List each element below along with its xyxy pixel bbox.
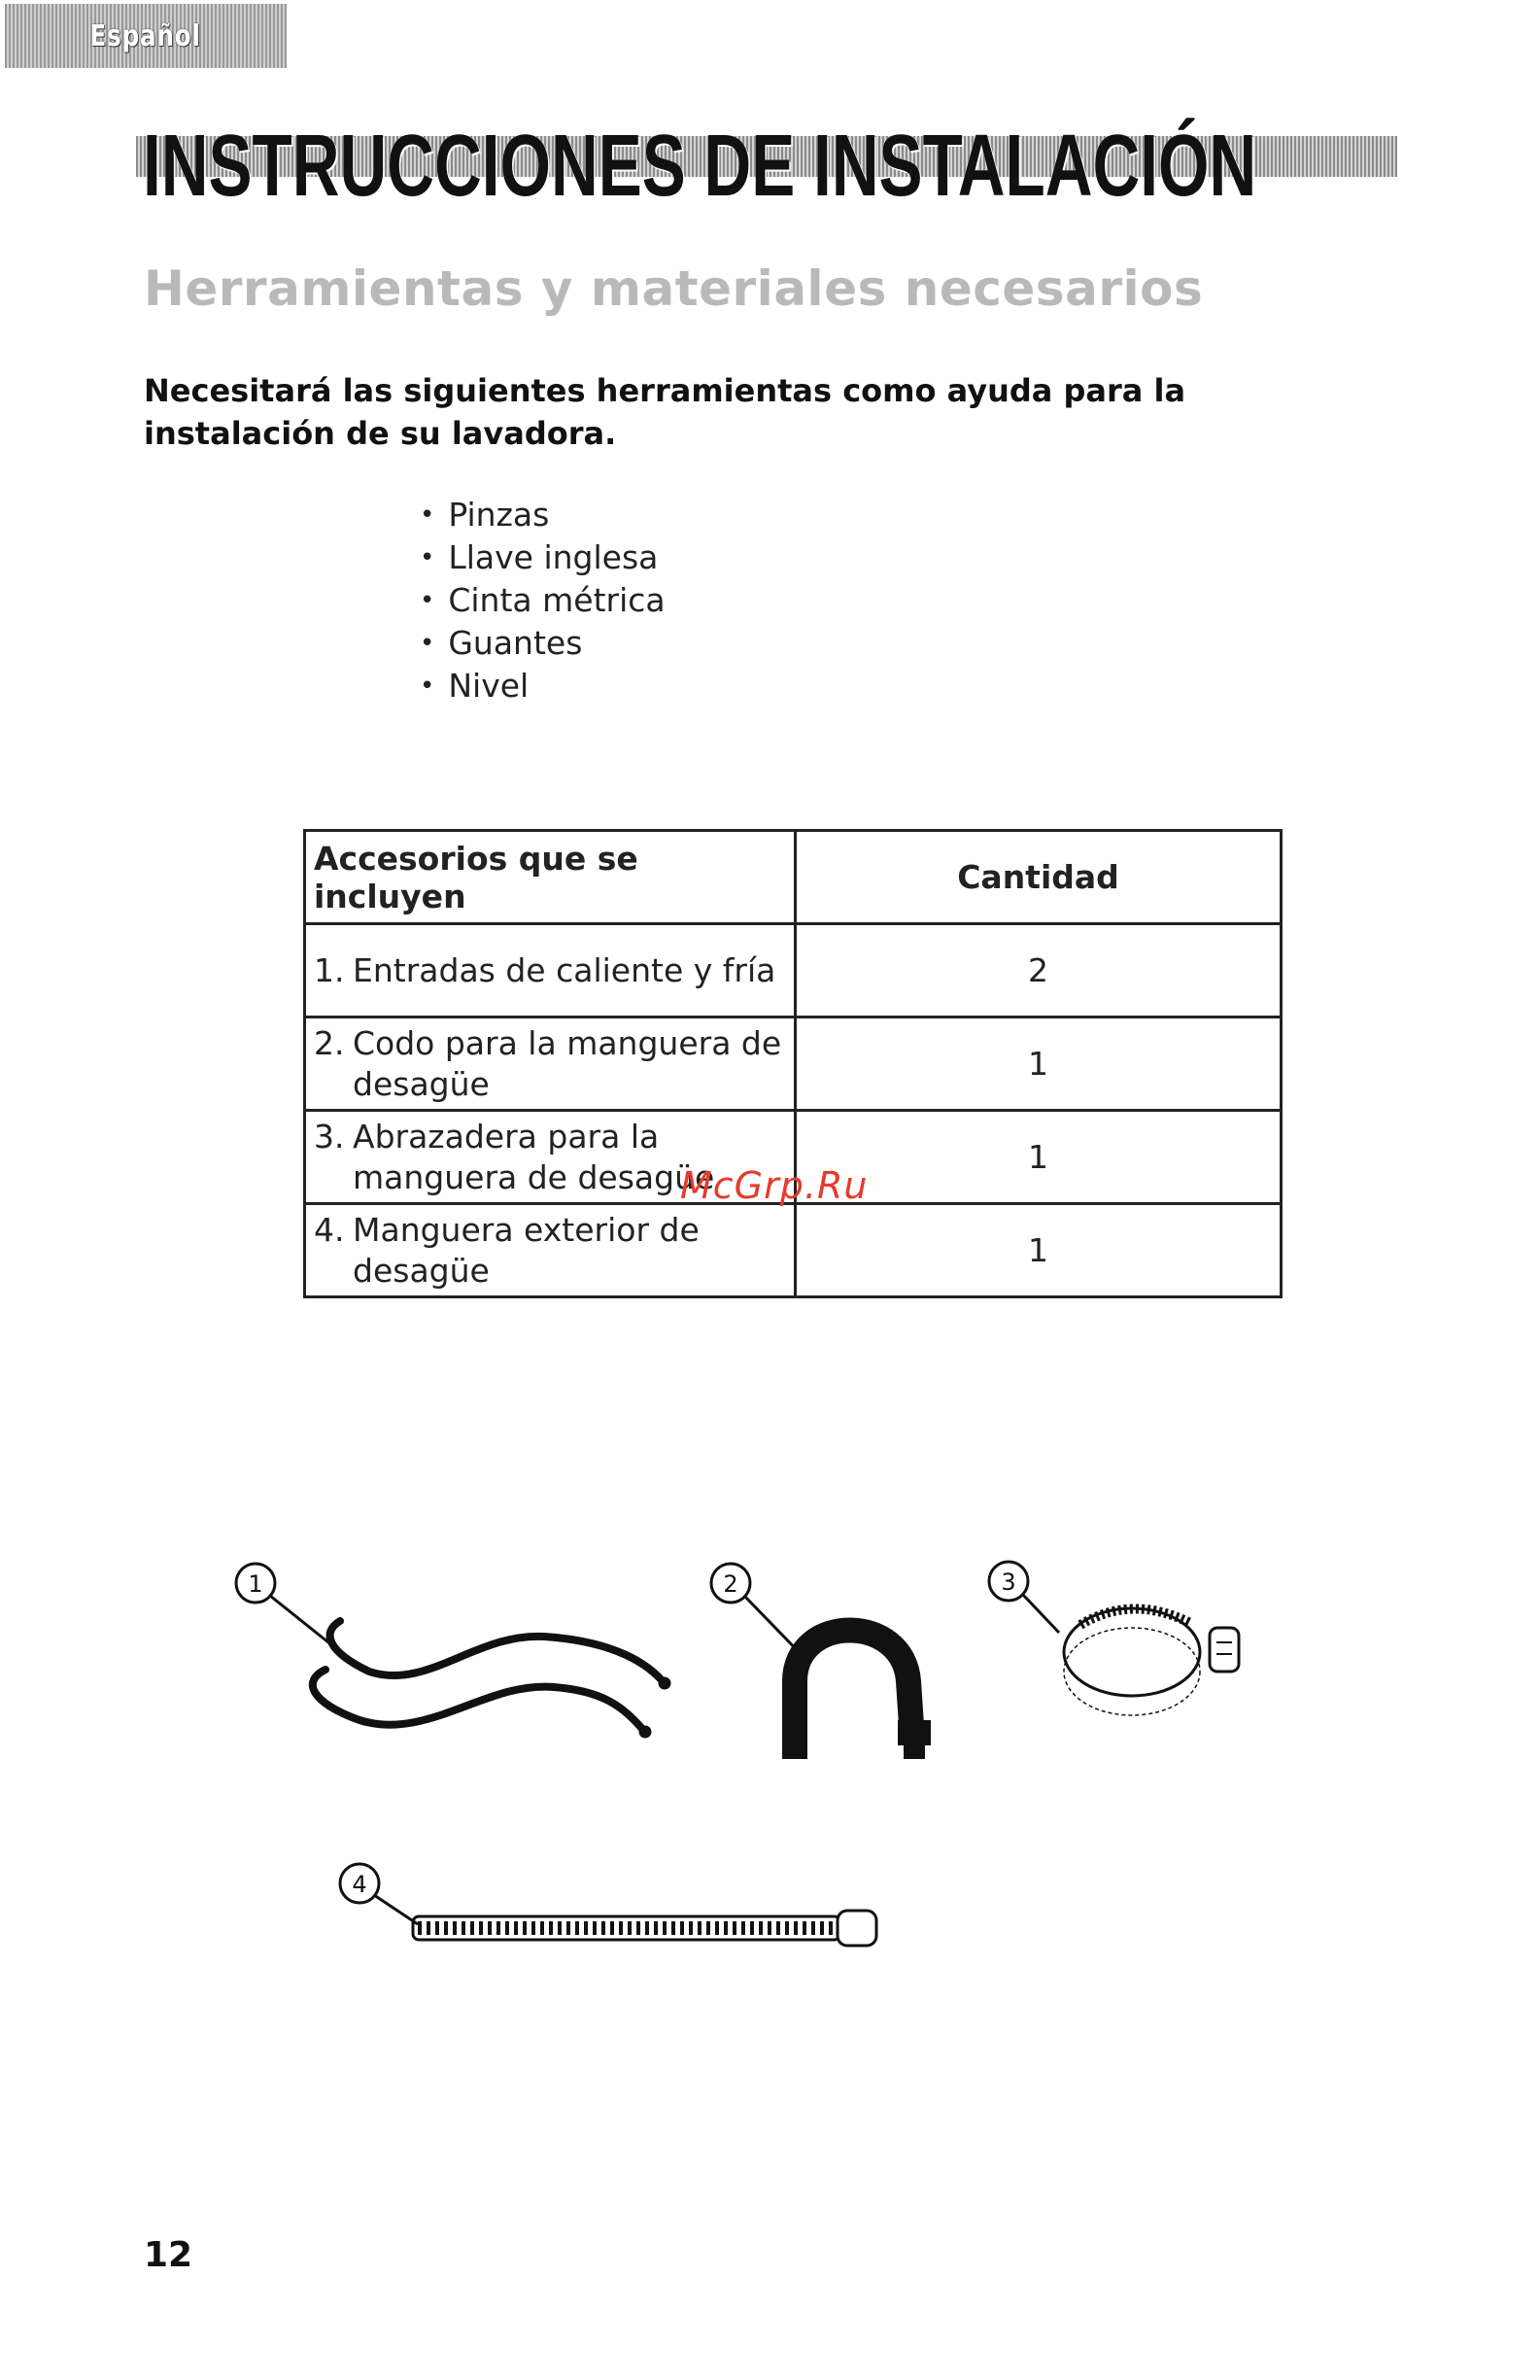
hose-clamp-drawing [989,1562,1239,1715]
accessory-number: 2. [314,1023,345,1062]
table-row [305,1204,1282,1297]
callout-label-4: 4 [352,1871,367,1898]
accessory-cell [305,1018,796,1111]
callout-label-3: 3 [1001,1569,1016,1596]
accessory-cell [305,1204,796,1297]
section-subtitle: Herramientas y materiales necesarios [144,260,1204,317]
hose-elbow-drawing [711,1564,931,1759]
inlet-hoses-drawing [236,1564,670,1738]
table-row [305,1018,1282,1111]
table-header-row [305,831,1282,924]
intro-text: Necesitará las siguientes herramientas como ayuda para la instalación de su lavadora. [144,372,1186,452]
accessory-number: 3. [314,1117,345,1156]
page-title: INSTRUCCIONES DE INSTALACIÓN [143,118,1257,215]
header-accessories: Accesorios que se incluyen [305,831,796,924]
accessory-name: Manguera exterior de desagüe [353,1210,700,1290]
quantity-cell: 2 [796,924,1282,1018]
callout-label-2: 2 [723,1570,738,1598]
tool-item: • Nivel [420,665,666,707]
accessory-name: Codo para la manguera de desagüe [353,1023,782,1103]
language-tab-label: Español [89,18,202,53]
accessory-name: Abrazadera para la manguera de desagüe [353,1117,715,1196]
page-number: 12 [144,2235,193,2275]
accessory-number: 4. [314,1210,345,1249]
accessory-name: Entradas de caliente y fría [353,950,776,989]
tools-list [420,494,666,707]
accessories-table [303,829,1283,1298]
header-quantity: Cantidad [796,831,1282,924]
accessories-illustration [0,1535,1540,2002]
callout-label-1: 1 [248,1570,263,1598]
quantity-cell: 1 [796,1111,1282,1204]
table-row [305,924,1282,1018]
language-tab [5,4,287,68]
drain-hose-drawing [340,1864,876,1946]
tool-item: • Pinzas [420,494,666,536]
quantity-cell: 1 [796,1018,1282,1111]
quantity-cell: 1 [796,1204,1282,1297]
tool-item: • Cinta métrica [420,579,666,622]
accessory-number: 1. [314,950,345,989]
accessory-cell [305,924,796,1018]
watermark-text: McGrp.Ru [680,1164,869,1207]
tool-item: • Llave inglesa [420,536,666,579]
tool-item: • Guantes [420,622,666,665]
